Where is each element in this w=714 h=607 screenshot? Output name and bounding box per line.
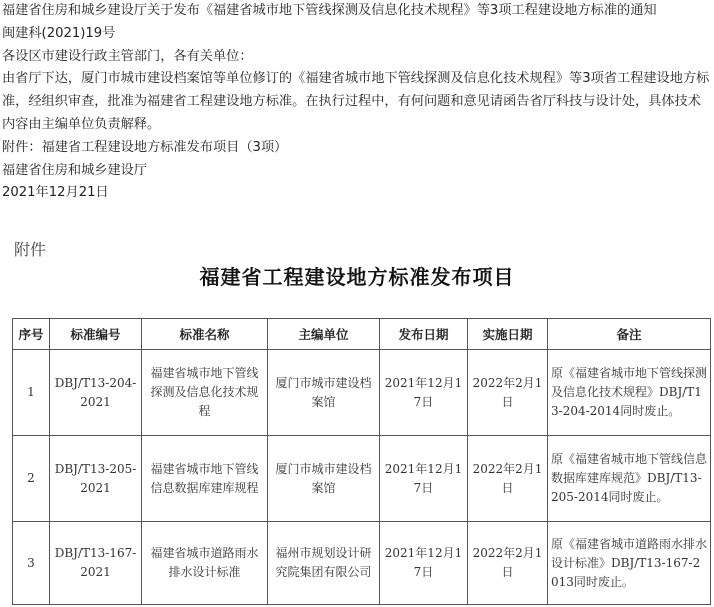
cell-implement-date: 2022年2月1日	[468, 436, 548, 522]
cell-publish-date: 2021年12月17日	[380, 350, 468, 436]
cell-seq: 1	[13, 350, 50, 436]
cell-remark: 原《福建省城市地下管线信息数据库建库规范》DBJ/T13-205-2014同时废止。	[548, 436, 711, 522]
annex-title: 福建省工程建设地方标准发布项目	[199, 265, 515, 289]
cell-name: 福建省城市地下管线信息数据库建库规程	[142, 436, 268, 522]
cell-code: DBJ/T13-205-2021	[50, 436, 142, 522]
table-row	[13, 522, 711, 605]
issuer: 福建省住房和城乡建设厅	[2, 162, 148, 178]
cell-name: 福建省城市道路雨水排水设计标准	[142, 522, 268, 605]
header-remark: 备注	[548, 319, 711, 350]
cell-publish-date: 2021年12月17日	[380, 436, 468, 522]
header-implement-date: 实施日期	[468, 319, 548, 350]
cell-seq: 3	[13, 522, 50, 605]
header-publish-date: 发布日期	[380, 319, 468, 350]
cell-code: DBJ/T13-204-2021	[50, 350, 142, 436]
cell-remark: 原《福建省城市地下管线探测及信息化技术规程》DBJ/T13-204-2014同时废止。	[548, 350, 711, 436]
issue-date: 2021年12月21日	[2, 185, 109, 201]
cell-editor: 厦门市城市建设档案馆	[268, 350, 380, 436]
header-name: 标准名称	[142, 319, 268, 350]
cell-name: 福建省城市地下管线探测及信息化技术规程	[142, 350, 268, 436]
notice-title: 福建省住房和城乡建设厅关于发布《福建省城市地下管线探测及信息化技术规程》等3项工程建设地方标准的通知	[2, 3, 657, 18]
annex-label: 附件	[14, 240, 47, 259]
document-number: 闽建科(2021)19号	[2, 25, 116, 41]
cell-editor: 厦门市城市建设档案馆	[268, 436, 380, 522]
cell-seq: 2	[13, 436, 50, 522]
standards-table	[12, 318, 711, 605]
cell-implement-date: 2022年2月1日	[468, 522, 548, 605]
attachment-line: 附件：福建省工程建设地方标准发布项目（3项）	[2, 139, 288, 155]
header-code: 标准编号	[50, 319, 142, 350]
cell-editor: 福州市规划设计研究院集团有限公司	[268, 522, 380, 605]
cell-remark: 原《福建省城市道路雨水排水设计标准》DBJ/T13-167-2013同时废止。	[548, 522, 711, 605]
notice-text	[2, 0, 710, 205]
table-row	[13, 350, 711, 436]
cell-code: DBJ/T13-167-2021	[50, 522, 142, 605]
header-seq: 序号	[13, 319, 50, 350]
table-row	[13, 436, 711, 522]
cell-publish-date: 2021年12月17日	[380, 522, 468, 605]
notice-body: 由省厅下达，厦门市城市建设档案馆等单位修订的《福建省城市地下管线探测及信息化技术规程》等3项省工程建设地方标准，经组织审查，批准为福建省工程建设地方标准。在执行过程中，有何问题和意见请函告省厅科技与设计处，具体技术内容由主编单位负责解释。	[2, 71, 710, 132]
cell-implement-date: 2022年2月1日	[468, 350, 548, 436]
header-editor: 主编单位	[268, 319, 380, 350]
table-header-row	[13, 319, 711, 350]
addressee: 各设区市建设行政主管部门，各有关单位：	[2, 48, 253, 64]
